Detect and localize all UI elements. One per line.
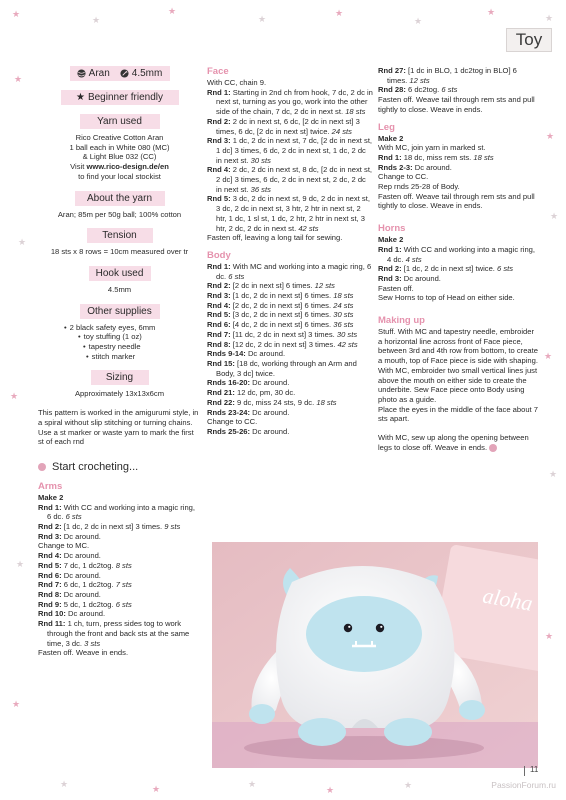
row-count: 30 sts <box>250 155 271 165</box>
row-count: 6 sts <box>497 264 514 274</box>
section-title: Arms <box>38 480 63 492</box>
star-icon: ★ <box>92 15 101 25</box>
star-icon: ★ <box>14 74 23 84</box>
pattern-row <box>378 85 538 95</box>
pattern-row <box>38 580 201 590</box>
star-icon: ★ <box>545 13 554 23</box>
row-text: With MC and working into a magic ring, 6 dc. <box>216 261 372 281</box>
star-icon: ★ <box>404 780 413 790</box>
row-text: [2 dc, 2 dc in next st] 6 times. <box>232 300 332 310</box>
row-count: 4 sts <box>405 254 422 264</box>
row-count: 18 sts <box>473 152 494 162</box>
yarn-weight: Aran <box>88 68 110 79</box>
row-label: Rnds 25-26: <box>207 426 251 436</box>
pattern-row <box>38 532 201 542</box>
pattern-row <box>207 136 373 165</box>
sizing-text: Approximately 13x13x6cm <box>74 389 165 399</box>
row-text: 2 dc in next st, 6 dc, [2 dc in next st] 3 times, 6 dc, [2 dc in next st] twice. <box>216 116 360 136</box>
row-text: Change to MC. <box>38 541 90 551</box>
row-label: Rnd 5: <box>38 560 62 570</box>
row-label: Rnds 2-3: <box>378 162 413 172</box>
right-eye <box>376 624 384 632</box>
row-text: Dc around. <box>252 426 290 436</box>
make-count: Make 2 <box>378 235 404 245</box>
yarn-used-line: & Light Blue 032 (CC) <box>82 152 157 162</box>
row-label: Rnd 7: <box>38 580 62 590</box>
pattern-row <box>207 320 373 330</box>
row-text: 6 dc, 1 dc2tog. <box>63 580 114 590</box>
end-dot-icon <box>489 444 497 452</box>
make-count: Make 2 <box>38 492 64 502</box>
pattern-row <box>378 245 538 264</box>
left-foot <box>298 718 346 746</box>
row-label: Rnd 3: <box>378 273 402 283</box>
row-label: Rnd 2: <box>207 116 231 126</box>
pattern-row <box>207 417 373 427</box>
about-yarn-heading: About the yarn <box>75 191 165 206</box>
pattern-row <box>38 619 201 648</box>
row-text: Rep rnds 25-28 of Body. <box>378 182 460 192</box>
horns-outro: Fasten off. <box>378 283 414 293</box>
row-text: [1 dc, 2 dc in next st] twice. <box>403 264 495 274</box>
star-icon: ★ <box>544 351 553 361</box>
right-hand <box>459 700 485 720</box>
about-yarn-text: Aran; 85m per 50g ball; 100% cotton <box>57 209 182 219</box>
star-icon: ★ <box>550 211 559 221</box>
row-text: [4 dc, 2 dc in next st] 6 times. <box>232 320 332 330</box>
pattern-row <box>207 117 373 136</box>
row-count: 8 sts <box>115 560 132 570</box>
row-label: Rnd 28: <box>378 85 406 95</box>
page-number-divider <box>524 766 525 776</box>
pattern-row <box>38 590 201 600</box>
row-text: [1 dc, 2 dc in next st] 3 times. <box>63 522 163 532</box>
right-foot <box>384 718 432 746</box>
star-icon: ★ <box>16 559 25 569</box>
yeti-illustration <box>212 542 538 768</box>
row-label: Rnd 10: <box>38 609 66 619</box>
row-count: 7 sts <box>115 580 132 590</box>
section-badge: Toy <box>506 28 552 52</box>
row-text: 12 dc, pm, 30 dc. <box>236 388 296 398</box>
yarn-used-line: Rico Creative Cotton Aran <box>75 133 164 142</box>
level-label: Beginner friendly <box>87 92 163 103</box>
row-text: 1 ch, turn, press sides tog to work through the front and back sts at the same time, 3 dc. <box>47 619 190 648</box>
tension-heading: Tension <box>87 228 153 243</box>
pattern-row <box>38 541 201 551</box>
star-icon: ★ <box>60 779 69 789</box>
row-count: 6 sts <box>115 599 132 609</box>
row-label: Rnd 6: <box>207 320 231 330</box>
making-up-text: Stuff. With MC and tapestry needle, embroider a horizontal line across front of Face piece, between 3rd and 4th row from bottom, to create a mouth, top of Face piece is side with shaping. With MC, embroider two small vertical lines just above the mouth on either side to create the underbite. Sew Face piece onto Body using photo as a guide. <box>378 327 538 404</box>
row-text: [3 dc, 2 dc in next st] 6 times. <box>232 310 332 320</box>
row-count: 42 sts <box>298 223 319 233</box>
pattern-row <box>378 153 538 163</box>
star-icon: ★ <box>75 92 85 103</box>
pattern-row <box>378 66 538 85</box>
row-count: 18 sts <box>316 397 337 407</box>
sizing-heading: Sizing <box>91 370 149 385</box>
row-count: 18 sts <box>345 107 366 117</box>
left-eye <box>344 624 352 632</box>
row-label: Rnd 1: <box>207 261 231 271</box>
row-label: Rnd 2: <box>378 264 402 274</box>
yeti-face <box>306 596 422 672</box>
row-label: Rnd 15: <box>207 358 235 368</box>
row-label: Rnd 1: <box>38 502 62 512</box>
row-text: [1 dc, 2 dc in next st] 6 times. <box>232 291 332 301</box>
star-icon: ★ <box>414 16 423 26</box>
star-icon: ★ <box>335 8 344 18</box>
pattern-row <box>207 310 373 320</box>
row-label: Rnd 5: <box>207 194 231 204</box>
pattern-row <box>378 264 538 274</box>
star-icon: ★ <box>546 131 555 141</box>
visit-link[interactable]: www.rico-design.de/en <box>86 162 169 172</box>
row-count: 18 sts <box>333 291 354 301</box>
row-text: Dc around. <box>63 589 101 599</box>
row-count: 9 sts <box>164 522 181 532</box>
yarn-hook-pill <box>70 66 170 81</box>
row-text: Change to CC. <box>207 417 258 427</box>
tension-text: 18 sts x 8 rows = 10cm measured over tr <box>50 247 189 257</box>
row-label: Rnd 3: <box>207 291 231 301</box>
pattern-row <box>378 163 538 173</box>
other-supplies-heading: Other supplies <box>80 304 160 319</box>
row-text: [12 dc, 2 dc in next st] 3 times. <box>232 339 336 349</box>
row-text: 9 dc, miss 24 sts, 9 dc. <box>236 397 315 407</box>
row-text: Dc around. <box>252 378 290 388</box>
row-label: Rnd 7: <box>207 329 231 339</box>
pattern-row <box>207 165 373 194</box>
supply-item: • tapestry needle <box>38 342 201 352</box>
pattern-row <box>207 388 373 398</box>
pattern-row <box>38 503 201 522</box>
row-text: With CC and working into a magic ring, 4 dc. <box>387 244 536 264</box>
hook-used-heading: Hook used <box>89 266 151 281</box>
yeti-shadow <box>244 736 484 760</box>
row-count: 30 sts <box>333 310 354 320</box>
making-up-text: Place the eyes in the middle of the face about 7 sts apart. <box>378 404 538 424</box>
pattern-row <box>207 301 373 311</box>
star-icon: ★ <box>10 391 19 401</box>
make-count: Make 2 <box>378 133 404 143</box>
star-icon: ★ <box>326 785 335 795</box>
row-text: Dc around. <box>63 551 101 561</box>
pattern-row <box>207 291 373 301</box>
row-count: 6 sts <box>228 271 245 281</box>
row-label: Rnd 1: <box>207 87 231 97</box>
row-label: Rnd 2: <box>207 281 231 291</box>
yarn-ball-icon <box>77 69 86 78</box>
pattern-row <box>207 262 373 281</box>
row-text: 2 dc, 2 dc in next st, 8 dc, [2 dc in next st, 2 dc] 3 times, 6 dc, 2 dc in next st, 2 dc, 2 dc in next st. <box>216 165 373 194</box>
intro-text: This pattern is worked in the amigurumi style, in a spiral without slip stitching or turning chains. Use a st marker or waste yarn to mark the first st of each rnd <box>38 408 199 447</box>
row-count: 30 sts <box>336 329 358 339</box>
page-number: 11 <box>530 765 539 774</box>
row-text: Starting in 2nd ch from hook, 7 dc, 2 dc in next st, turning as you go, work into the other side of the chain, 7 dc, 2 dc in next st. <box>216 87 373 117</box>
row-label: Rnd 1: <box>378 244 402 254</box>
star-icon: ★ <box>549 469 558 479</box>
pattern-row <box>207 340 373 350</box>
watermark: PassionForum.ru <box>491 780 556 790</box>
row-count: 42 sts <box>337 339 358 349</box>
star-icon: ★ <box>545 631 554 641</box>
pattern-row <box>207 408 373 418</box>
visit-prefix: Visit <box>70 162 87 172</box>
row-count: 24 sts <box>333 300 354 310</box>
row-label: Rnd 11: <box>38 619 66 629</box>
star-icon: ★ <box>487 7 496 17</box>
row-label: Rnd 21: <box>207 388 235 398</box>
row-text: 3 dc, 2 dc in next st, 9 dc, 2 dc in next st, 3 dc, 2 dc in next st, 3 htr, 2 htr in next st, 2 htr, 1 dc, 1 sl st, 1 dc, 2 htr, 2 htr in next st, 3 htr, 2 dc, 2 dc in next st. <box>216 194 370 233</box>
pattern-row <box>38 609 201 619</box>
row-count: 3 sts <box>84 638 101 648</box>
row-count: 6 sts <box>441 85 458 95</box>
horns-outro: Sew Horns to top of Head on either side. <box>378 293 515 303</box>
card-text: aloha <box>480 582 535 616</box>
row-text: Dc around. <box>252 407 290 417</box>
pattern-row <box>378 172 538 182</box>
middle-column <box>207 66 373 437</box>
row-label: Rnd 9: <box>38 599 62 609</box>
row-text: Dc around. <box>403 273 441 283</box>
row-label: Rnds 9-14: <box>207 349 246 359</box>
row-label: Rnd 1: <box>378 152 402 162</box>
hook-used-text: 4.5mm <box>107 284 132 294</box>
eye-glint <box>380 626 382 628</box>
start-heading-label: Start crocheting... <box>52 460 139 473</box>
section-title: Making up <box>378 315 425 327</box>
row-count: 24 sts <box>331 126 352 136</box>
making-up-text <box>378 433 538 452</box>
row-text: 6 dc2tog. <box>407 85 440 95</box>
row-count: 36 sts <box>333 320 354 330</box>
row-count: 36 sts <box>250 184 271 194</box>
supply-item: • 2 black safety eyes, 6mm <box>38 323 201 333</box>
pattern-row <box>207 194 373 233</box>
start-heading <box>38 460 201 474</box>
pattern-row <box>207 378 373 388</box>
row-label: Rnds 16-20: <box>207 378 251 388</box>
star-icon: ★ <box>12 699 21 709</box>
dot-icon <box>38 463 46 471</box>
row-text: With MC, join yarn in marked st. <box>378 143 486 153</box>
row-label: Rnd 22: <box>207 397 235 407</box>
pattern-row <box>207 88 373 117</box>
sidebar-column <box>38 66 201 658</box>
pattern-row <box>38 648 201 658</box>
row-text: [18 dc, working through an Arm and Body, 3 dc] twice. <box>216 358 357 378</box>
star-icon: ★ <box>12 9 21 19</box>
supply-item: • toy stuffing (1 oz) <box>38 332 201 342</box>
pattern-row <box>38 522 201 532</box>
row-label: Rnd 4: <box>207 165 231 175</box>
face-outro: Fasten off, leaving a long tail for sewing. <box>207 233 343 243</box>
pattern-row <box>38 561 201 571</box>
section-title: Face <box>207 66 229 77</box>
row-text: Dc around. <box>414 162 452 172</box>
pattern-row <box>378 274 538 284</box>
row-text: Dc around. <box>63 531 101 541</box>
star-icon: ★ <box>168 6 177 16</box>
row-label: Rnd 5: <box>207 310 231 320</box>
row-label: Rnd 2: <box>38 522 62 532</box>
row-label: Rnd 8: <box>207 339 231 349</box>
row-text: Dc around. <box>63 570 101 580</box>
leg-outro: Fasten off. Weave tail through rem sts and pull tightly to close. Weave in ends. <box>378 191 535 211</box>
row-label: Rnd 3: <box>38 531 62 541</box>
pattern-row <box>207 427 373 437</box>
star-icon: ★ <box>18 237 27 247</box>
pattern-row <box>207 398 373 408</box>
pattern-row <box>207 281 373 291</box>
left-hand <box>249 704 275 724</box>
right-column <box>378 66 538 453</box>
eye-glint <box>348 626 350 628</box>
row-text: Change to CC. <box>378 172 429 182</box>
face-intro: With CC, chain 9. <box>207 78 267 87</box>
row-text: [1 dc in BLO, 1 dc2tog in BLO] 6 times. <box>387 66 517 85</box>
supply-item: • stitch marker <box>38 352 201 362</box>
row-text: 7 dc, 1 dc2tog. <box>63 560 114 570</box>
row-text: [2 dc in next st] 6 times. <box>232 281 313 291</box>
pattern-row <box>378 143 538 153</box>
row-text: With CC and working into a magic ring, 6 dc. <box>47 502 196 522</box>
row-label: Rnd 6: <box>38 570 62 580</box>
row-text: 1 dc, 2 dc in next st, 7 dc, [2 dc in next st, 1 dc] 3 times, 6 dc, 2 dc in next st, 1 dc, 2 dc in next st. <box>216 136 373 165</box>
level-pill <box>61 90 179 105</box>
row-text: Fasten off. Weave in ends. <box>38 648 129 658</box>
hook-size: 4.5mm <box>131 68 163 79</box>
visit-suffix: to find your local stockist <box>78 171 161 181</box>
pattern-row <box>207 359 373 378</box>
star-icon: ★ <box>152 784 161 794</box>
row-count: 12 sts <box>409 75 430 85</box>
row-label: Rnd 4: <box>207 300 231 310</box>
pattern-row <box>207 330 373 340</box>
visit-line <box>38 162 201 172</box>
hook-icon <box>120 69 129 78</box>
section-title: Body <box>207 249 231 261</box>
row-label: Rnd 4: <box>38 551 62 561</box>
section-title: Leg <box>378 121 395 133</box>
yeti-photo <box>212 542 538 768</box>
row-label: Rnd 8: <box>38 589 62 599</box>
section-title: Horns <box>378 223 406 235</box>
yarn-used-line: 1 ball each in White 080 (MC) <box>69 142 170 152</box>
row-label: Rnd 27: <box>378 66 406 75</box>
pattern-row <box>38 600 201 610</box>
pattern-row <box>207 349 373 359</box>
row-label: Rnds 23-24: <box>207 407 251 417</box>
row-text: 18 dc, miss rem sts. <box>403 152 472 162</box>
row-text: Dc around. <box>247 349 286 359</box>
star-icon: ★ <box>258 14 267 24</box>
row-text: Dc around. <box>67 609 106 619</box>
row-count: 12 sts <box>314 281 335 291</box>
star-icon: ★ <box>248 779 257 789</box>
pattern-row <box>38 551 201 561</box>
body-outro: Fasten off. Weave tail through rem sts and pull tightly to close. Weave in ends. <box>378 95 535 114</box>
row-text: 5 dc, 1 dc2tog. <box>63 599 114 609</box>
pattern-row <box>378 182 538 192</box>
pattern-row <box>38 571 201 581</box>
making-up-closing: With MC, sew up along the opening between legs to close off. Weave in ends. <box>378 433 529 452</box>
row-count: 6 sts <box>65 512 82 522</box>
yarn-used-heading: Yarn used <box>80 114 160 129</box>
row-label: Rnd 3: <box>207 136 231 146</box>
row-text: [11 dc, 2 dc in next st] 3 times. <box>232 329 335 339</box>
